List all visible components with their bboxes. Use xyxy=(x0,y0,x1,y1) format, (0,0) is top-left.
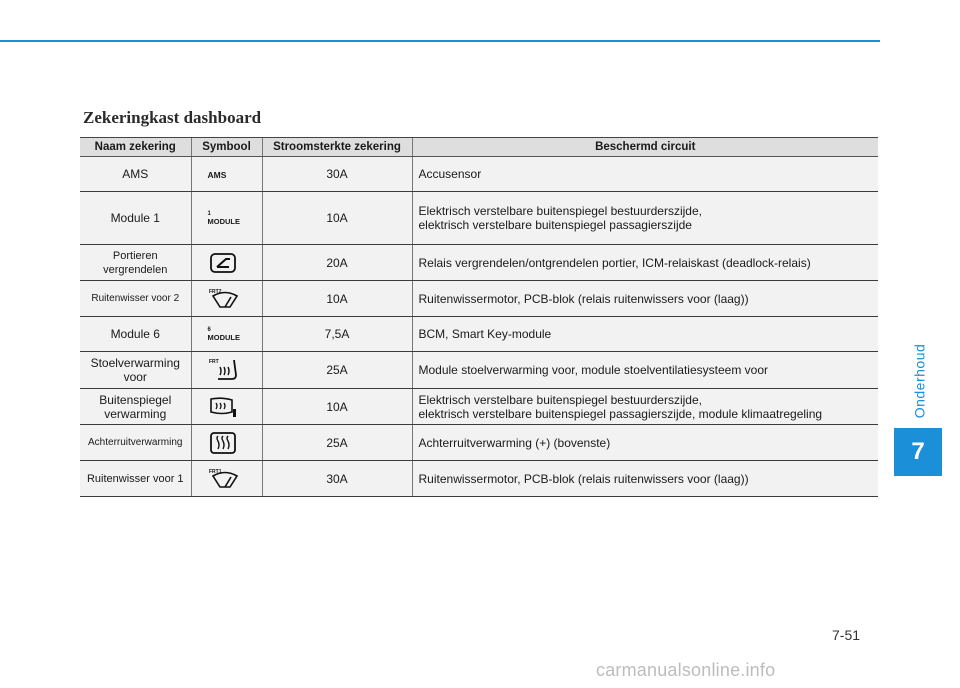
symbol-cell xyxy=(191,245,262,281)
side-tab-label: Onderhoud xyxy=(911,343,927,419)
fuse-name: Stoelverwarming voor xyxy=(80,352,191,389)
header-amperage: Stroomsterkte zekering xyxy=(262,138,412,157)
fuse-amperage: 10A xyxy=(262,281,412,317)
fuse-amperage: 10A xyxy=(262,192,412,245)
table-row xyxy=(80,317,878,352)
fuse-amperage: 30A xyxy=(262,157,412,192)
table-row xyxy=(80,281,878,317)
table-row xyxy=(80,157,878,192)
watermark: carmanualsonline.info xyxy=(596,660,776,680)
seat-heater-icon xyxy=(208,357,242,383)
fuse-circuit: BCM, Smart Key-module xyxy=(412,317,878,352)
fuse-name: AMS xyxy=(80,157,191,192)
symbol-cell xyxy=(191,192,262,245)
fuse-circuit: Elektrisch verstelbare buitenspiegel bestuurderszijde, elektrisch verstelbare buitenspiegel passagierszijde xyxy=(412,192,878,245)
door-lock-icon xyxy=(208,252,238,274)
section-title: Zekeringkast dashboard xyxy=(83,108,262,127)
table-row xyxy=(80,245,878,281)
header-fuse-name: Naam zekering xyxy=(80,138,191,157)
fuse-name: Ruitenwisser voor 2 xyxy=(80,281,191,317)
table-row xyxy=(80,352,878,389)
chapter-number[interactable]: 7 xyxy=(894,428,942,476)
seat-heater-label: FRT xyxy=(208,359,219,365)
header-circuit: Beschermd circuit xyxy=(412,138,878,157)
fuse-amperage: 30A xyxy=(262,461,412,497)
fuse-amperage: 20A xyxy=(262,245,412,281)
ams-symbol: AMS xyxy=(207,169,227,180)
table-row xyxy=(80,192,878,245)
symbol-cell xyxy=(191,461,262,497)
fuse-circuit: Ruitenwissermotor, PCB-blok (relais ruitenwissers voor (laag)) xyxy=(412,461,878,497)
module-symbol xyxy=(208,210,241,226)
symbol-cell xyxy=(191,157,262,192)
top-rule xyxy=(0,40,880,42)
symbol-cell xyxy=(191,317,262,352)
header-symbol: Symbool xyxy=(191,138,262,157)
module-symbol xyxy=(208,326,241,342)
fuse-circuit: Module stoelverwarming voor, module stoelventilatiesysteem voor xyxy=(412,352,878,389)
fuse-name xyxy=(80,389,191,425)
symbol-cell xyxy=(191,352,262,389)
module-number: 6 xyxy=(207,326,211,333)
symbol-cell xyxy=(191,425,262,461)
fuse-amperage: 25A xyxy=(262,352,412,389)
fuse-name: Module 1 xyxy=(80,192,191,245)
fuse-circuit: Achterruitverwarming (+) (bovenste) xyxy=(412,425,878,461)
fuse-name: Module 6 xyxy=(80,317,191,352)
rear-defrost-icon xyxy=(208,431,238,455)
table-header-row xyxy=(80,138,878,157)
table-row xyxy=(80,425,878,461)
fuse-circuit: Accusensor xyxy=(412,157,878,192)
mirror-heater-icon xyxy=(208,395,240,419)
fuse-amperage: 7,5A xyxy=(262,317,412,352)
fuse-circuit: Ruitenwissermotor, PCB-blok (relais ruitenwissers voor (laag)) xyxy=(412,281,878,317)
wiper-label: FRT1 xyxy=(208,468,221,475)
fuse-amperage: 10A xyxy=(262,389,412,425)
wiper-label: FRT2 xyxy=(208,288,221,295)
fuse-circuit: Elektrisch verstelbare buitenspiegel bestuurderszijde, elektrisch verstelbare buitenspiegel passagierszijde, module klimaatregeling xyxy=(412,389,878,425)
module-number: 1 xyxy=(207,210,211,217)
module-label: MODULE xyxy=(207,216,240,226)
fuse-circuit: Relais vergrendelen/ontgrendelen portier, ICM-relaiskast (deadlock-relais) xyxy=(412,245,878,281)
fuse-name: Ruitenwisser voor 1 xyxy=(80,461,191,497)
page-number: 7-51 xyxy=(832,627,861,643)
symbol-cell xyxy=(191,389,262,425)
fuse-table xyxy=(80,137,878,497)
fuse-name: Portieren vergrendelen xyxy=(80,245,191,281)
fuse-name: Achterruitverwarming xyxy=(80,425,191,461)
fuse-amperage: 25A xyxy=(262,425,412,461)
front-wiper-icon xyxy=(208,467,242,491)
module-label: MODULE xyxy=(207,332,240,342)
side-tab[interactable] xyxy=(899,343,939,419)
symbol-cell xyxy=(191,281,262,317)
table-row xyxy=(80,461,878,497)
table-row xyxy=(80,389,878,425)
front-wiper-icon xyxy=(208,287,242,311)
fuse-name-text: Buitenspiegelverwarming xyxy=(99,392,172,421)
